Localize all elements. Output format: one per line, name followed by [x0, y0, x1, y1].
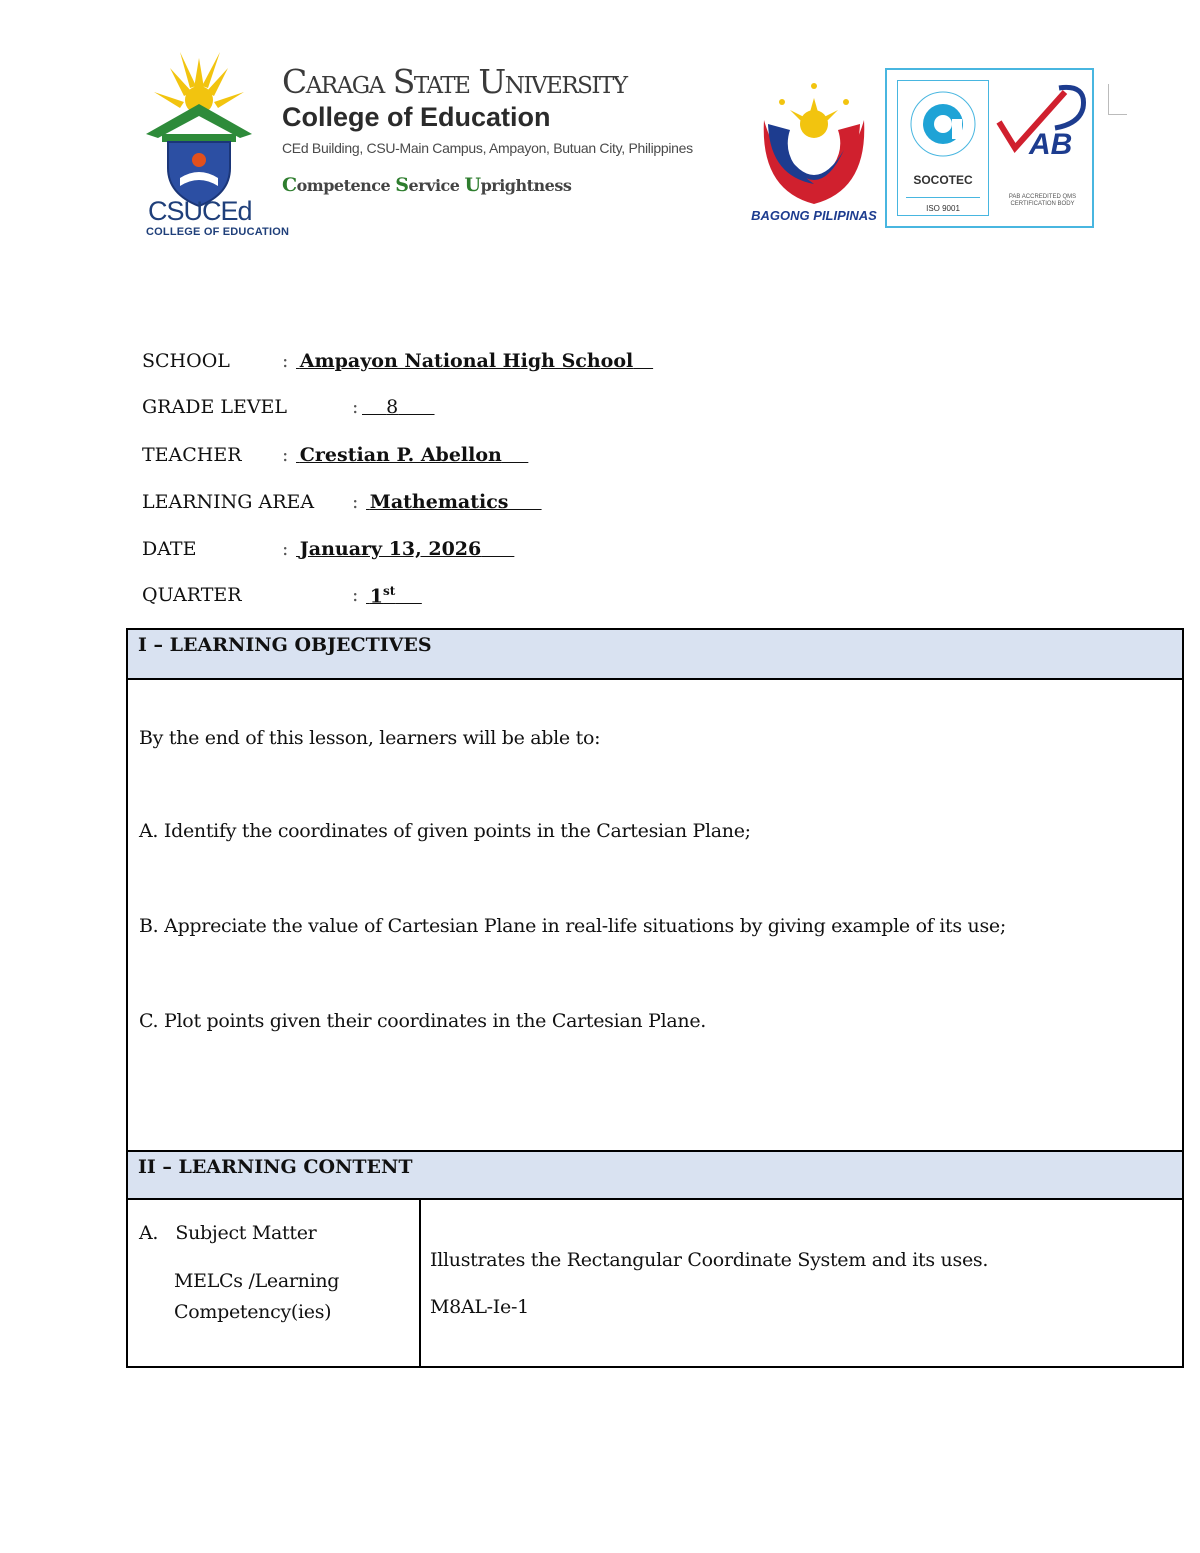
page-corner-mark — [1108, 84, 1127, 115]
bagong-pilipinas-text: BAGONG PILIPINAS — [751, 208, 877, 223]
info-value-date: January 13, 2026 — [299, 538, 482, 560]
objectives-heading: I – LEARNING OBJECTIVES — [138, 634, 432, 656]
competency-label: Competency(ies) — [174, 1301, 332, 1323]
motto-word: Uprightness — [464, 174, 572, 196]
socotec-iso: ISO 9001 — [926, 204, 960, 213]
divider — [906, 197, 980, 198]
info-colon: : — [282, 350, 289, 372]
content-heading: II – LEARNING CONTENT — [138, 1156, 413, 1178]
motto-word: Competence — [282, 174, 391, 196]
csu-ced-logo — [140, 48, 290, 244]
subject-matter-label: A. Subject Matter — [139, 1222, 317, 1244]
info-label-learning-area: LEARNING AREA — [142, 491, 315, 513]
university-name: Caraga State University — [282, 62, 627, 101]
logo-subtitle: COLLEGE OF EDUCATION — [146, 226, 290, 238]
objective-item-a: A. Identify the coordinates of given points in the Cartesian Plane; — [139, 820, 751, 842]
info-colon: : — [282, 444, 289, 466]
melc-label: MELCs /Learning — [174, 1270, 340, 1292]
objectives-intro: By the end of this lesson, learners will be able to: — [139, 727, 601, 749]
objective-item-c: C. Plot points given their coordinates in the Cartesian Plane. — [139, 1010, 707, 1032]
content-header — [128, 1152, 1182, 1200]
column-divider — [419, 1198, 421, 1366]
certification-badges — [885, 68, 1094, 228]
info-colon: : — [352, 491, 359, 513]
objectives-header — [128, 630, 1182, 680]
info-colon: : — [352, 396, 359, 418]
lesson-plan-table — [126, 628, 1184, 1368]
pab-caption: PAB ACCREDITED QMS CERTIFICATION BODY — [1008, 194, 1077, 207]
objective-item-b: B. Appreciate the value of Cartesian Plane in real-life situations by giving example of its use; — [139, 915, 1006, 937]
svg-text:AB: AB — [1029, 128, 1073, 161]
socotec-icon — [908, 89, 978, 159]
info-colon: : — [352, 584, 359, 606]
info-value-teacher: Crestian P. Abellon — [299, 444, 502, 466]
logo-wordmark: CSUCEd — [148, 196, 252, 226]
pab-checkmark-icon — [995, 84, 1090, 164]
college-address: CEd Building, CSU-Main Campus, Ampayon, Butuan City, Philippines — [282, 140, 693, 156]
bagong-pilipinas-emblem-icon — [750, 80, 878, 210]
info-value-school: Ampayon National High School — [299, 350, 634, 372]
info-value-learning-area: Mathematics — [369, 491, 509, 513]
info-value-grade-level: 8 — [386, 396, 399, 418]
info-value-quarter: 1st — [369, 584, 396, 608]
competency-code: M8AL-Ie-1 — [430, 1296, 529, 1318]
info-label-quarter: QUARTER — [142, 584, 242, 606]
info-label-date: DATE — [142, 538, 197, 560]
info-label-school: SCHOOL — [142, 350, 230, 372]
pab-badge — [995, 84, 1090, 214]
socotec-name: SOCOTEC — [913, 173, 973, 187]
competency-text: Illustrates the Rectangular Coordinate System and its uses. — [430, 1249, 989, 1271]
info-colon: : — [282, 538, 289, 560]
info-label-grade-level: GRADE LEVEL — [142, 396, 288, 418]
socotec-badge — [897, 80, 989, 216]
csu-seal-icon — [140, 48, 258, 208]
bagong-pilipinas-logo — [750, 80, 878, 230]
info-label-teacher: TEACHER — [142, 444, 242, 466]
college-name: College of Education — [282, 102, 551, 132]
motto-word: Service — [395, 174, 460, 196]
motto — [282, 174, 571, 196]
